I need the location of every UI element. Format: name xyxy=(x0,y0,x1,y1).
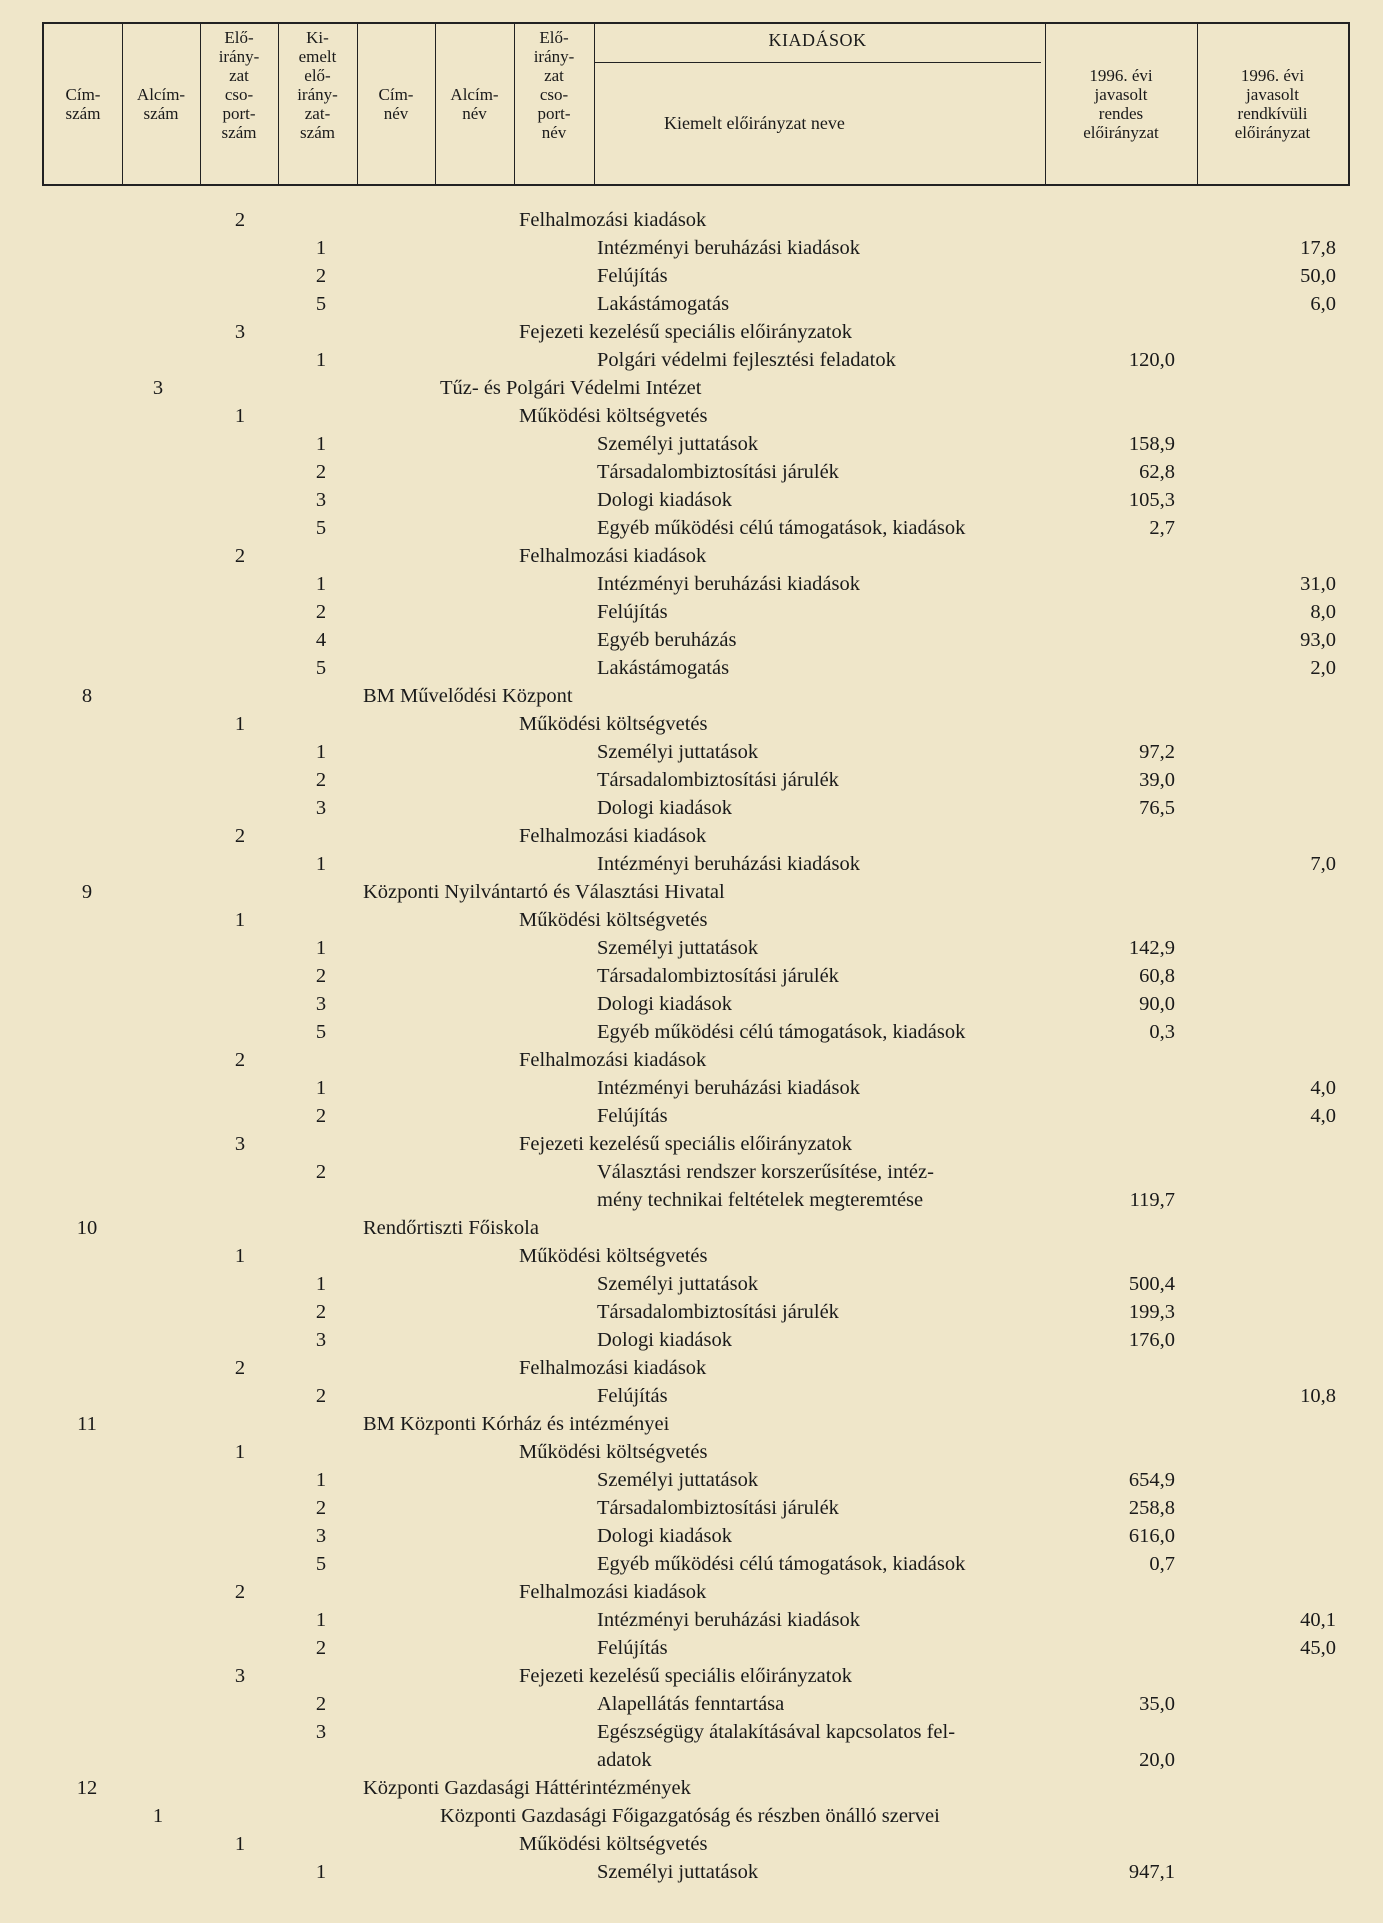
rendkivuli-value: 6,0 xyxy=(1310,293,1336,315)
table-row xyxy=(0,878,1383,906)
row-number: 8 xyxy=(81,685,93,707)
table-row xyxy=(0,1690,1383,1718)
table-row xyxy=(0,1242,1383,1270)
table-row xyxy=(0,1718,1383,1774)
row-number: 9 xyxy=(81,881,93,903)
table-row xyxy=(0,934,1383,962)
table-row xyxy=(0,206,1383,234)
row-number: 5 xyxy=(315,293,327,315)
header-rendes: 1996. évi javasolt rendes előirányzat xyxy=(1083,66,1159,142)
table-row xyxy=(0,1522,1383,1550)
table-row xyxy=(0,346,1383,374)
rendes-value: 176,0 xyxy=(1128,1329,1175,1351)
row-name: Személyi juttatások xyxy=(597,1861,759,1883)
header-eloiranyzat-csoportszam: Elő- irány- zat cso- port- szám xyxy=(218,28,260,142)
row-number: 10 xyxy=(76,1217,98,1239)
row-name: Társadalombiztosítási járulék xyxy=(597,1301,839,1323)
row-name: Lakástámogatás xyxy=(597,657,730,679)
row-number: 2 xyxy=(315,461,327,483)
row-name: Központi Gazdasági Háttérintézmények xyxy=(363,1777,691,1799)
row-number: 1 xyxy=(234,909,246,931)
rendes-value: 105,3 xyxy=(1128,489,1175,511)
rendes-value: 35,0 xyxy=(1139,1693,1175,1715)
row-name: Személyi juttatások xyxy=(597,1469,759,1491)
rendes-value: 97,2 xyxy=(1139,741,1175,763)
table-row xyxy=(0,962,1383,990)
table-row xyxy=(0,1074,1383,1102)
header-kiemelt-nev: Kiemelt előirányzat neve xyxy=(664,112,845,133)
table-row xyxy=(0,1774,1383,1802)
row-number: 3 xyxy=(315,993,327,1015)
row-number: 2 xyxy=(315,601,327,623)
table-row xyxy=(0,570,1383,598)
row-number: 1 xyxy=(315,937,327,959)
row-name: Működési költségvetés xyxy=(519,405,708,427)
row-number: 3 xyxy=(315,1329,327,1351)
table-row xyxy=(0,1102,1383,1130)
rendes-value: 142,9 xyxy=(1128,937,1175,959)
rendes-value: 258,8 xyxy=(1128,1497,1175,1519)
row-name: Intézményi beruházási kiadások xyxy=(597,1609,860,1631)
row-name: Egyéb beruházás xyxy=(597,629,737,651)
row-number: 5 xyxy=(315,1021,327,1043)
row-number: 2 xyxy=(315,769,327,791)
row-name: Felújítás xyxy=(597,1105,668,1127)
row-name: Központi Nyilvántartó és Választási Hivatal xyxy=(363,881,725,903)
row-number: 2 xyxy=(234,825,246,847)
row-number: 1 xyxy=(234,713,246,735)
table-row xyxy=(0,710,1383,738)
header-alcimnev: Alcím- név xyxy=(450,85,499,123)
table-row xyxy=(0,766,1383,794)
row-name: Felhalmozási kiadások xyxy=(519,825,707,847)
table-row xyxy=(0,1606,1383,1634)
row-number: 5 xyxy=(315,657,327,679)
row-name: BM Művelődési Központ xyxy=(363,685,573,707)
row-name: Személyi juttatások xyxy=(597,741,759,763)
rendkivuli-value: 50,0 xyxy=(1300,265,1336,287)
table-row xyxy=(0,1830,1383,1858)
row-number: 1 xyxy=(234,1833,246,1855)
rendes-value: 120,0 xyxy=(1128,349,1175,371)
row-number: 1 xyxy=(315,853,327,875)
row-number: 1 xyxy=(234,405,246,427)
row-name: Felújítás xyxy=(597,1385,668,1407)
row-number: 1 xyxy=(315,1077,327,1099)
row-name: Dologi kiadások xyxy=(597,797,732,819)
table-row xyxy=(0,486,1383,514)
row-name: Lakástámogatás xyxy=(597,293,730,315)
row-name-continued: mény technikai feltételek megteremtése xyxy=(597,1189,924,1211)
row-number: 2 xyxy=(315,265,327,287)
table-row xyxy=(0,1214,1383,1242)
row-number: 2 xyxy=(315,1161,327,1183)
row-number: 5 xyxy=(315,517,327,539)
rendes-value: 0,7 xyxy=(1149,1553,1175,1575)
table-row xyxy=(0,458,1383,486)
row-number: 2 xyxy=(234,209,246,231)
row-number: 3 xyxy=(315,1525,327,1547)
table-row xyxy=(0,1326,1383,1354)
row-name: Működési költségvetés xyxy=(519,1833,708,1855)
rendkivuli-value: 2,0 xyxy=(1310,657,1336,679)
table-body xyxy=(0,206,1383,1886)
table-row xyxy=(0,1634,1383,1662)
rendkivuli-value: 7,0 xyxy=(1310,853,1336,875)
row-name: Felújítás xyxy=(597,601,668,623)
table-row xyxy=(0,318,1383,346)
rendes-value: 76,5 xyxy=(1139,797,1175,819)
row-number: 3 xyxy=(315,797,327,819)
row-number: 3 xyxy=(315,1721,327,1743)
row-number: 2 xyxy=(315,1301,327,1323)
table-row xyxy=(0,374,1383,402)
row-name: Alapellátás fenntartása xyxy=(597,1693,785,1715)
rendes-value: 60,8 xyxy=(1139,965,1175,987)
rendes-value: 2,7 xyxy=(1149,517,1175,539)
table-row xyxy=(0,738,1383,766)
row-name: Intézményi beruházási kiadások xyxy=(597,573,860,595)
row-name: Működési költségvetés xyxy=(519,713,708,735)
table-row xyxy=(0,822,1383,850)
row-number: 2 xyxy=(315,1637,327,1659)
row-name: Választási rendszer korszerűsítése, intéz- xyxy=(597,1161,934,1183)
header-kiadasok: KIADÁSOK xyxy=(768,30,867,50)
rendkivuli-value: 40,1 xyxy=(1300,1609,1336,1631)
row-number: 4 xyxy=(315,629,327,651)
row-number: 2 xyxy=(315,1497,327,1519)
row-number: 3 xyxy=(234,1133,246,1155)
row-number: 1 xyxy=(234,1441,246,1463)
table-row xyxy=(0,1858,1383,1886)
row-name: Felújítás xyxy=(597,1637,668,1659)
header-rendkivuli: 1996. évi javasolt rendkívüli előirányzat xyxy=(1234,66,1311,142)
row-number: 1 xyxy=(152,1805,164,1827)
row-name: Egyéb működési célú támogatások, kiadások xyxy=(597,1553,966,1575)
header-eloiranyzat-csoportnev: Elő- irány- zat cso- port- név xyxy=(533,28,575,142)
header-cimszam: Cím- szám xyxy=(65,85,101,123)
row-name: Rendőrtiszti Főiskola xyxy=(363,1217,539,1239)
table-row xyxy=(0,1130,1383,1158)
table-row xyxy=(0,1382,1383,1410)
rendkivuli-value: 10,8 xyxy=(1300,1385,1336,1407)
row-number: 3 xyxy=(234,321,246,343)
rendes-value: 0,3 xyxy=(1149,1021,1175,1043)
row-number: 1 xyxy=(234,1245,246,1267)
table-row xyxy=(0,1578,1383,1606)
table-row xyxy=(0,1802,1383,1830)
rendes-value: 119,7 xyxy=(1129,1189,1175,1211)
row-number: 1 xyxy=(315,237,327,259)
table-row xyxy=(0,1298,1383,1326)
table-row xyxy=(0,1354,1383,1382)
row-name: Felhalmozási kiadások xyxy=(519,209,707,231)
rendes-value: 500,4 xyxy=(1128,1273,1175,1295)
table-row xyxy=(0,850,1383,878)
table-row xyxy=(0,542,1383,570)
row-name: Dologi kiadások xyxy=(597,489,732,511)
rendes-value: 39,0 xyxy=(1139,769,1175,791)
rendes-value: 62,8 xyxy=(1139,461,1175,483)
table-row xyxy=(0,794,1383,822)
table-header xyxy=(42,22,1350,186)
table-row xyxy=(0,402,1383,430)
rendkivuli-value: 8,0 xyxy=(1310,601,1336,623)
row-name: Felhalmozási kiadások xyxy=(519,545,707,567)
table-row xyxy=(0,1466,1383,1494)
table-row xyxy=(0,1270,1383,1298)
table-row xyxy=(0,1438,1383,1466)
row-name: Működési költségvetés xyxy=(519,909,708,931)
row-name: Működési költségvetés xyxy=(519,1245,708,1267)
rendkivuli-value: 17,8 xyxy=(1300,237,1336,259)
row-number: 1 xyxy=(315,573,327,595)
row-number: 2 xyxy=(234,1357,246,1379)
table-row xyxy=(0,234,1383,262)
row-name-continued: adatok xyxy=(597,1749,652,1771)
row-name: Tűz- és Polgári Védelmi Intézet xyxy=(440,377,702,399)
row-name: Felhalmozási kiadások xyxy=(519,1357,707,1379)
table-row xyxy=(0,654,1383,682)
row-name: Felhalmozási kiadások xyxy=(519,1581,707,1603)
row-number: 3 xyxy=(315,489,327,511)
row-name: Egészségügy átalakításával kapcsolatos fel- xyxy=(597,1721,956,1743)
table-row xyxy=(0,1550,1383,1578)
table-row xyxy=(0,906,1383,934)
row-name: Társadalombiztosítási járulék xyxy=(597,769,839,791)
row-number: 1 xyxy=(315,741,327,763)
row-name: Társadalombiztosítási járulék xyxy=(597,965,839,987)
row-number: 2 xyxy=(315,1385,327,1407)
row-name: Felhalmozási kiadások xyxy=(519,1049,707,1071)
row-name: Dologi kiadások xyxy=(597,993,732,1015)
row-number: 2 xyxy=(315,1693,327,1715)
header-cimnev: Cím- név xyxy=(378,85,414,123)
row-number: 1 xyxy=(315,1273,327,1295)
row-name: Központi Gazdasági Főigazgatóság és részben önálló szervei xyxy=(440,1805,940,1827)
row-number: 1 xyxy=(315,433,327,455)
table-row xyxy=(0,1662,1383,1690)
row-number: 1 xyxy=(315,349,327,371)
table-row xyxy=(0,1494,1383,1522)
row-number: 3 xyxy=(234,1665,246,1687)
rendkivuli-value: 31,0 xyxy=(1300,573,1336,595)
rendes-value: 90,0 xyxy=(1139,993,1175,1015)
row-name: BM Központi Kórház és intézményei xyxy=(363,1413,670,1435)
row-name: Fejezeti kezelésű speciális előirányzatok xyxy=(519,1133,852,1155)
rendes-value: 20,0 xyxy=(1139,1749,1175,1771)
table-row xyxy=(0,514,1383,542)
row-number: 1 xyxy=(315,1861,327,1883)
rendkivuli-value: 93,0 xyxy=(1300,629,1336,651)
row-name: Intézményi beruházási kiadások xyxy=(597,1077,860,1099)
row-name: Fejezeti kezelésű speciális előirányzatok xyxy=(519,321,852,343)
table-row xyxy=(0,682,1383,710)
row-name: Személyi juttatások xyxy=(597,433,759,455)
table-row xyxy=(0,626,1383,654)
row-name: Fejezeti kezelésű speciális előirányzatok xyxy=(519,1665,852,1687)
row-number: 3 xyxy=(152,377,164,399)
row-name: Működési költségvetés xyxy=(519,1441,708,1463)
row-name: Dologi kiadások xyxy=(597,1329,732,1351)
table-row xyxy=(0,1046,1383,1074)
row-number: 2 xyxy=(234,545,246,567)
rendes-value: 616,0 xyxy=(1128,1525,1175,1547)
rendes-value: 199,3 xyxy=(1128,1301,1175,1323)
row-name: Személyi juttatások xyxy=(597,937,759,959)
table-row xyxy=(0,1410,1383,1438)
table-row xyxy=(0,990,1383,1018)
table-row xyxy=(0,262,1383,290)
rendes-value: 654,9 xyxy=(1128,1469,1175,1491)
row-number: 1 xyxy=(315,1609,327,1631)
row-name: Felújítás xyxy=(597,265,668,287)
row-name: Intézményi beruházási kiadások xyxy=(597,237,860,259)
row-name: Dologi kiadások xyxy=(597,1525,732,1547)
row-name: Társadalombiztosítási járulék xyxy=(597,461,839,483)
row-name: Egyéb működési célú támogatások, kiadások xyxy=(597,517,966,539)
row-number: 2 xyxy=(234,1049,246,1071)
table-row xyxy=(0,1018,1383,1046)
table-row xyxy=(0,598,1383,626)
row-name: Egyéb működési célú támogatások, kiadások xyxy=(597,1021,966,1043)
row-number: 2 xyxy=(234,1581,246,1603)
row-number: 2 xyxy=(315,1105,327,1127)
row-number: 5 xyxy=(315,1553,327,1575)
rendkivuli-value: 45,0 xyxy=(1300,1637,1336,1659)
table-row xyxy=(0,290,1383,318)
row-number: 2 xyxy=(315,965,327,987)
table-row xyxy=(0,1158,1383,1214)
row-number: 12 xyxy=(76,1777,98,1799)
rendes-value: 947,1 xyxy=(1128,1861,1175,1883)
header-kiemelt-eloiranyzatszam: Ki- emelt elő- irány- zat- szám xyxy=(297,28,338,142)
rendkivuli-value: 4,0 xyxy=(1310,1105,1336,1127)
row-number: 11 xyxy=(77,1413,97,1435)
table-row xyxy=(0,430,1383,458)
row-number: 1 xyxy=(315,1469,327,1491)
row-name: Társadalombiztosítási járulék xyxy=(597,1497,839,1519)
row-name: Személyi juttatások xyxy=(597,1273,759,1295)
rendkivuli-value: 4,0 xyxy=(1310,1077,1336,1099)
row-name: Polgári védelmi fejlesztési feladatok xyxy=(597,349,896,371)
rendes-value: 158,9 xyxy=(1128,433,1175,455)
row-name: Intézményi beruházási kiadások xyxy=(597,853,860,875)
header-alcimszam: Alcím- szám xyxy=(136,85,186,123)
